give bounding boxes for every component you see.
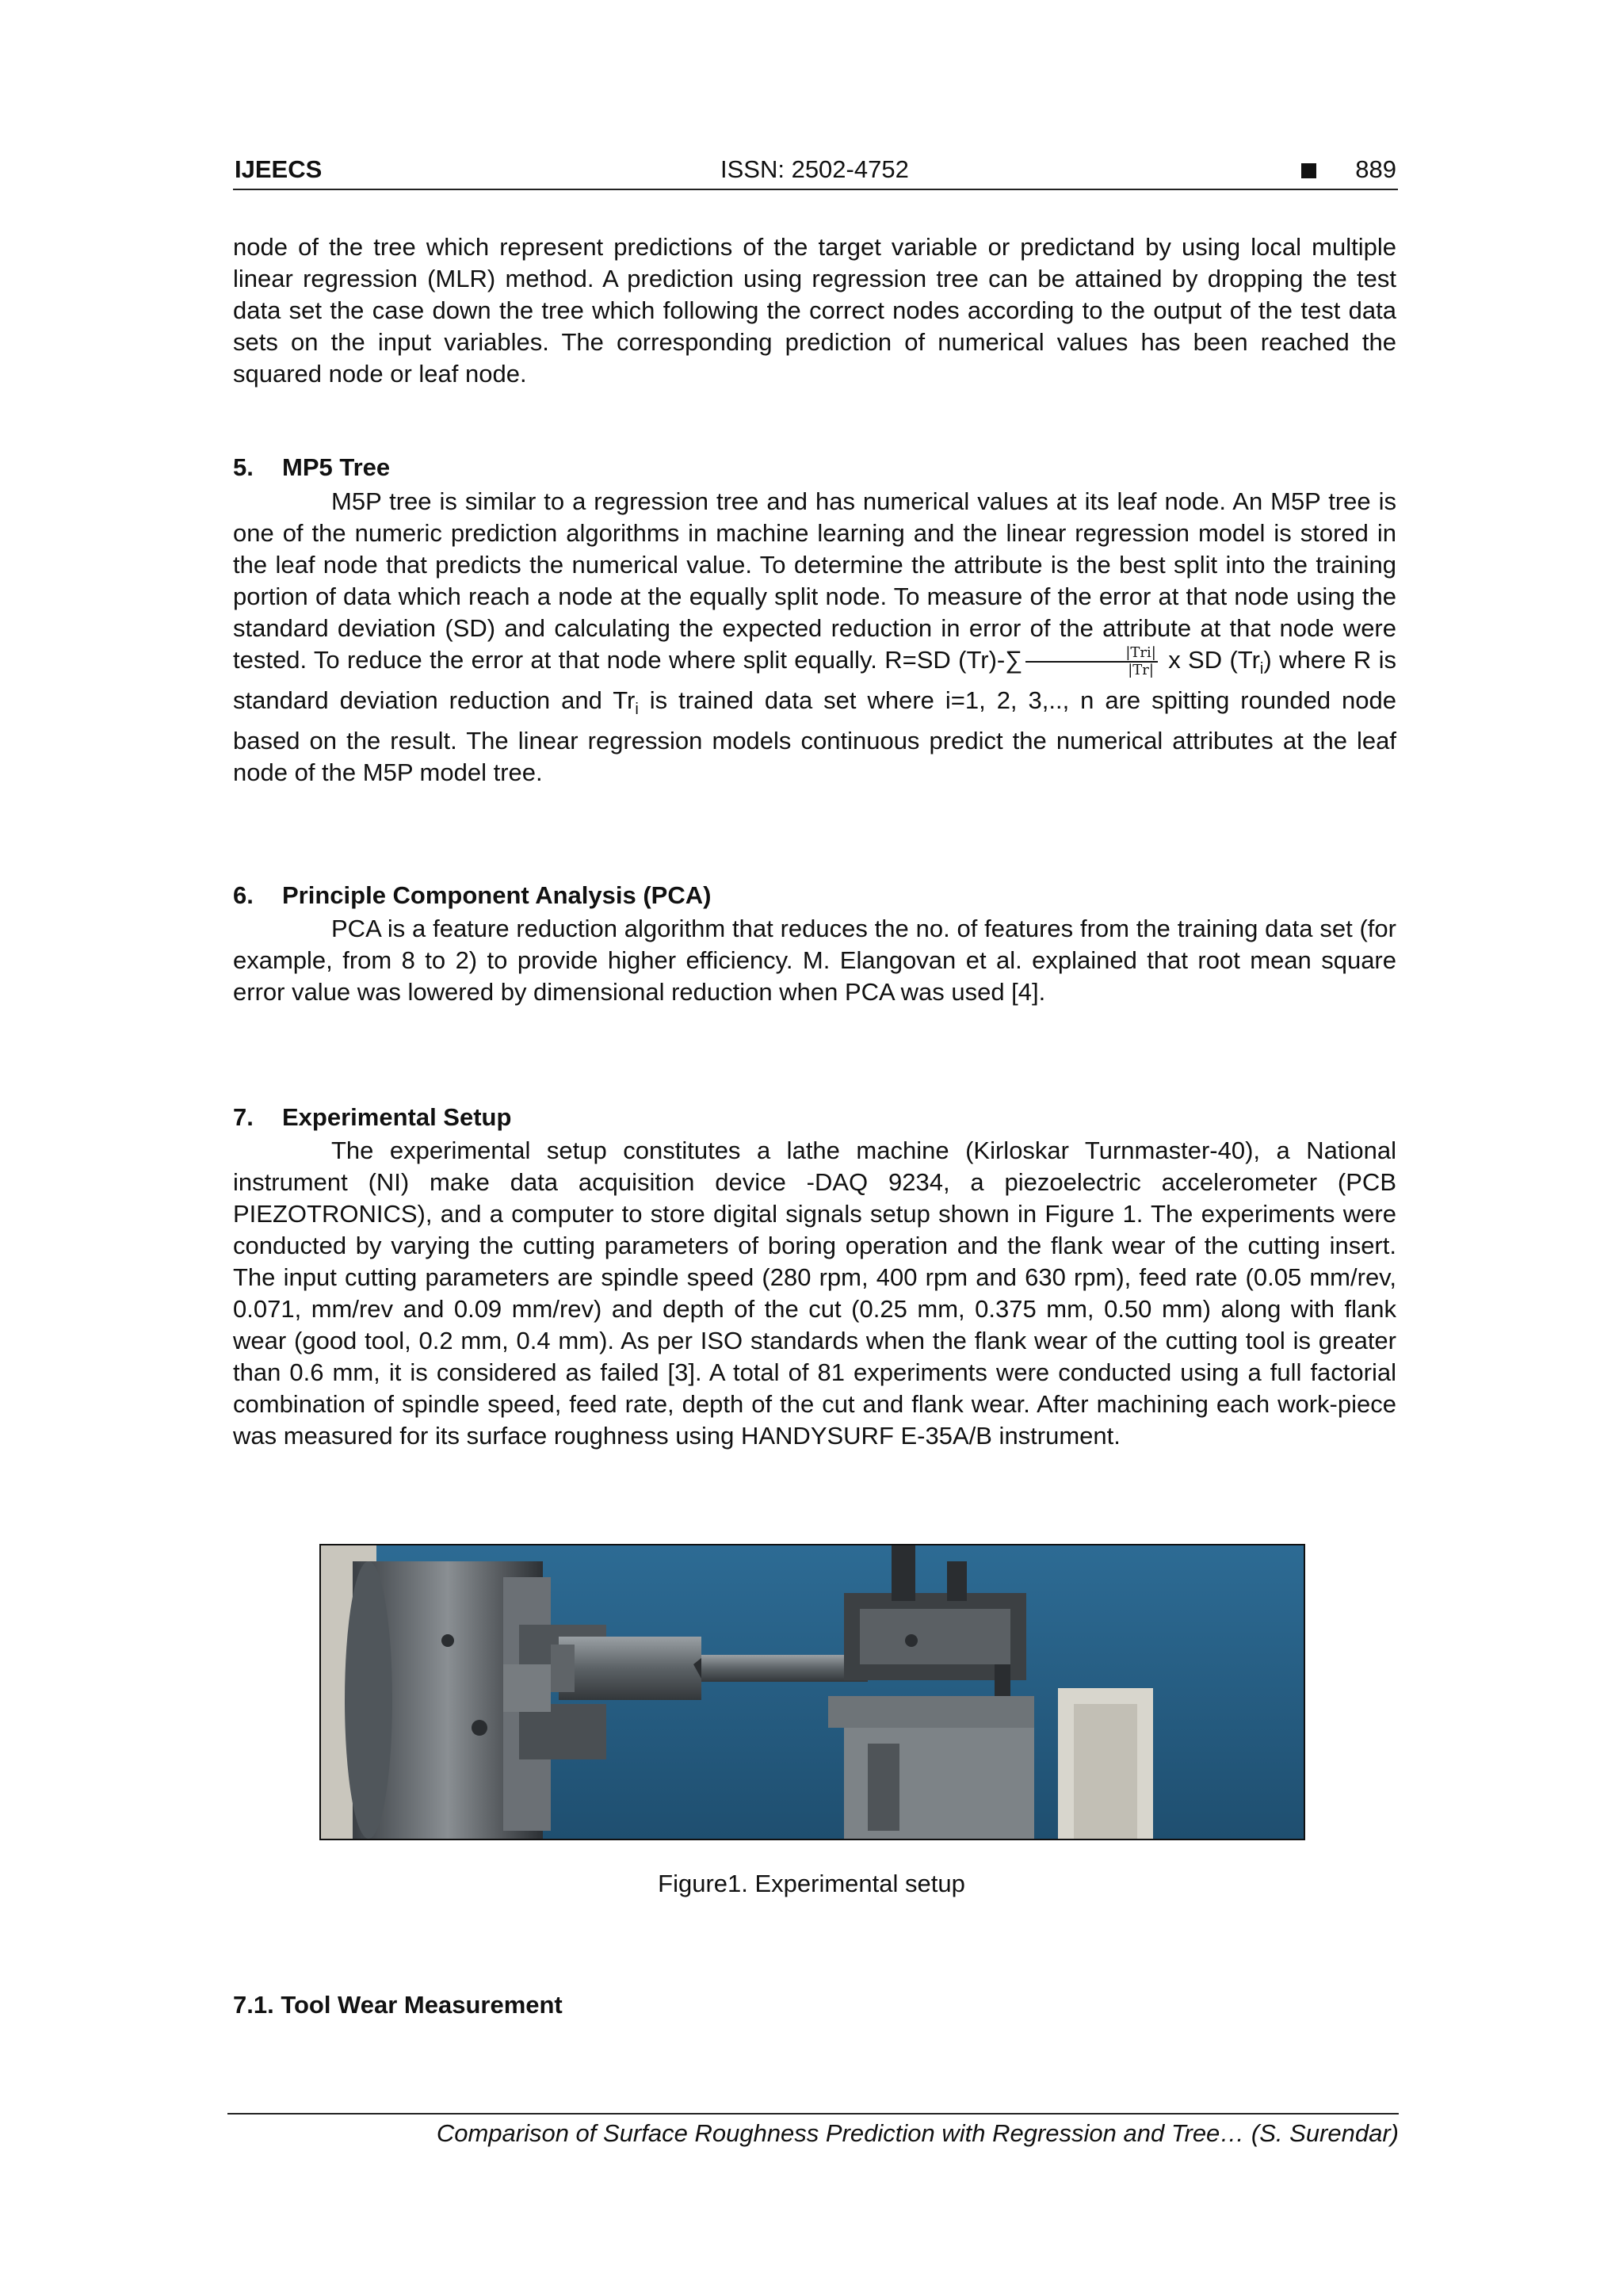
page-number: 889 bbox=[1355, 155, 1396, 183]
section-number: 7. bbox=[233, 1103, 254, 1131]
section-number: 5. bbox=[233, 453, 254, 481]
section-title: Principle Component Analysis (PCA) bbox=[282, 881, 712, 909]
formula-fraction bbox=[1025, 645, 1158, 678]
subscript: i bbox=[1259, 660, 1264, 678]
journal-name: IJEECS bbox=[235, 155, 323, 183]
section-6-heading bbox=[233, 881, 711, 910]
section-number: 6. bbox=[233, 881, 254, 909]
section-title: MP5 Tree bbox=[282, 453, 391, 481]
section-7-heading bbox=[233, 1103, 511, 1132]
paragraph-text: x SD (Tr bbox=[1160, 646, 1260, 674]
page-footer bbox=[227, 2113, 1399, 2147]
experimental-setup-figure bbox=[319, 1544, 1305, 1840]
section-5-paragraph bbox=[233, 486, 1396, 789]
paragraph-text: M5P tree is similar to a regression tree and has numerical values at its leaf node. An M5P tree is one of the numeric prediction algorithms in machine learning and the linear regression model is stored in the leaf node that predicts the numerical value. To determine the attribute is the best split into the training portion of data which reach a node at the equally split node. To measure of the error at that node using the standard deviation (SD) and calculating the expected reduction in error of the attribute at that node were tested. To reduce the error at that node where split equally. R=SD (Tr)-∑ bbox=[233, 487, 1396, 674]
section-7-1-heading: 7.1. Tool Wear Measurement bbox=[233, 1991, 563, 2019]
issn: ISSN: 2502-4752 bbox=[720, 155, 909, 183]
section-5-heading bbox=[233, 453, 390, 482]
section-7-paragraph: The experimental setup constitutes a lathe machine (Kirloskar Turnmaster-40), a National instrument (NI) make data acquisition device -DAQ 9234, a piezoelectric accelerometer (PCB PIEZOTRONICS), and a computer to store digital signals setup shown in Figure 1. The experiments were conducted by varying the cutting parameters of boring operation and the flank wear of the cutting insert. The input cutting parameters are spindle speed (280 rpm, 400 rpm and 630 rpm), feed rate (0.05 mm/rev, 0.071, mm/rev and 0.09 mm/rev) and depth of the cut (0.25 mm, 0.375 mm, 0.50 mm) along with flank wear (good tool, 0.2 mm, 0.4 mm). As per ISO standards when the flank wear of the cutting tool is greater than 0.6 mm, it is considered as failed [3]. A total of 81 experiments were conducted using a full factorial combination of spindle speed, feed rate, depth of the cut and flank wear. After machining each work-piece was measured for its surface roughness using HANDYSURF E-35A/B instrument. bbox=[233, 1137, 1396, 1450]
fraction-denominator: |Tr| bbox=[1128, 661, 1154, 678]
section-6-paragraph: PCA is a feature reduction algorithm that reduces the no. of features from the training data set (for example, from 8 to 2) to provide higher efficiency. M. Elangovan et al. explained that root mean square error value was lowered by dimensional reduction when PCA was used [4]. bbox=[233, 915, 1396, 1006]
subscript: i bbox=[635, 701, 639, 719]
section-title: Experimental Setup bbox=[282, 1103, 512, 1131]
paragraph-text: is trained data set where i=1, 2, 3,.., n are spitting rounded node based on the result. The linear regression models continuous predict the numerical attributes at the leaf node of the M5P model tree. bbox=[233, 686, 1396, 787]
square-bullet-icon bbox=[1301, 163, 1316, 178]
lathe-photo-illustration bbox=[321, 1545, 1304, 1839]
intro-paragraph: node of the tree which represent predictions of the target variable or predictand by using local multiple linear regression (MLR) method. A prediction using regression tree can be attained by dropping the test data set the case down the tree which following the correct nodes according to the output of the test data sets on the input variables. The corresponding prediction of numerical values has been reached the squared node or leaf node. bbox=[233, 233, 1396, 388]
paragraph-text: ) where R is standard deviation reduction and Tr bbox=[233, 646, 1396, 715]
fraction-numerator: |Tri| bbox=[1025, 645, 1158, 663]
running-footer: Comparison of Surface Roughness Prediction with Regression and Tree… (S. Surendar) bbox=[436, 2119, 1399, 2147]
figure-caption: Figure1. Experimental setup bbox=[658, 1870, 965, 1897]
page-header bbox=[233, 155, 1398, 190]
